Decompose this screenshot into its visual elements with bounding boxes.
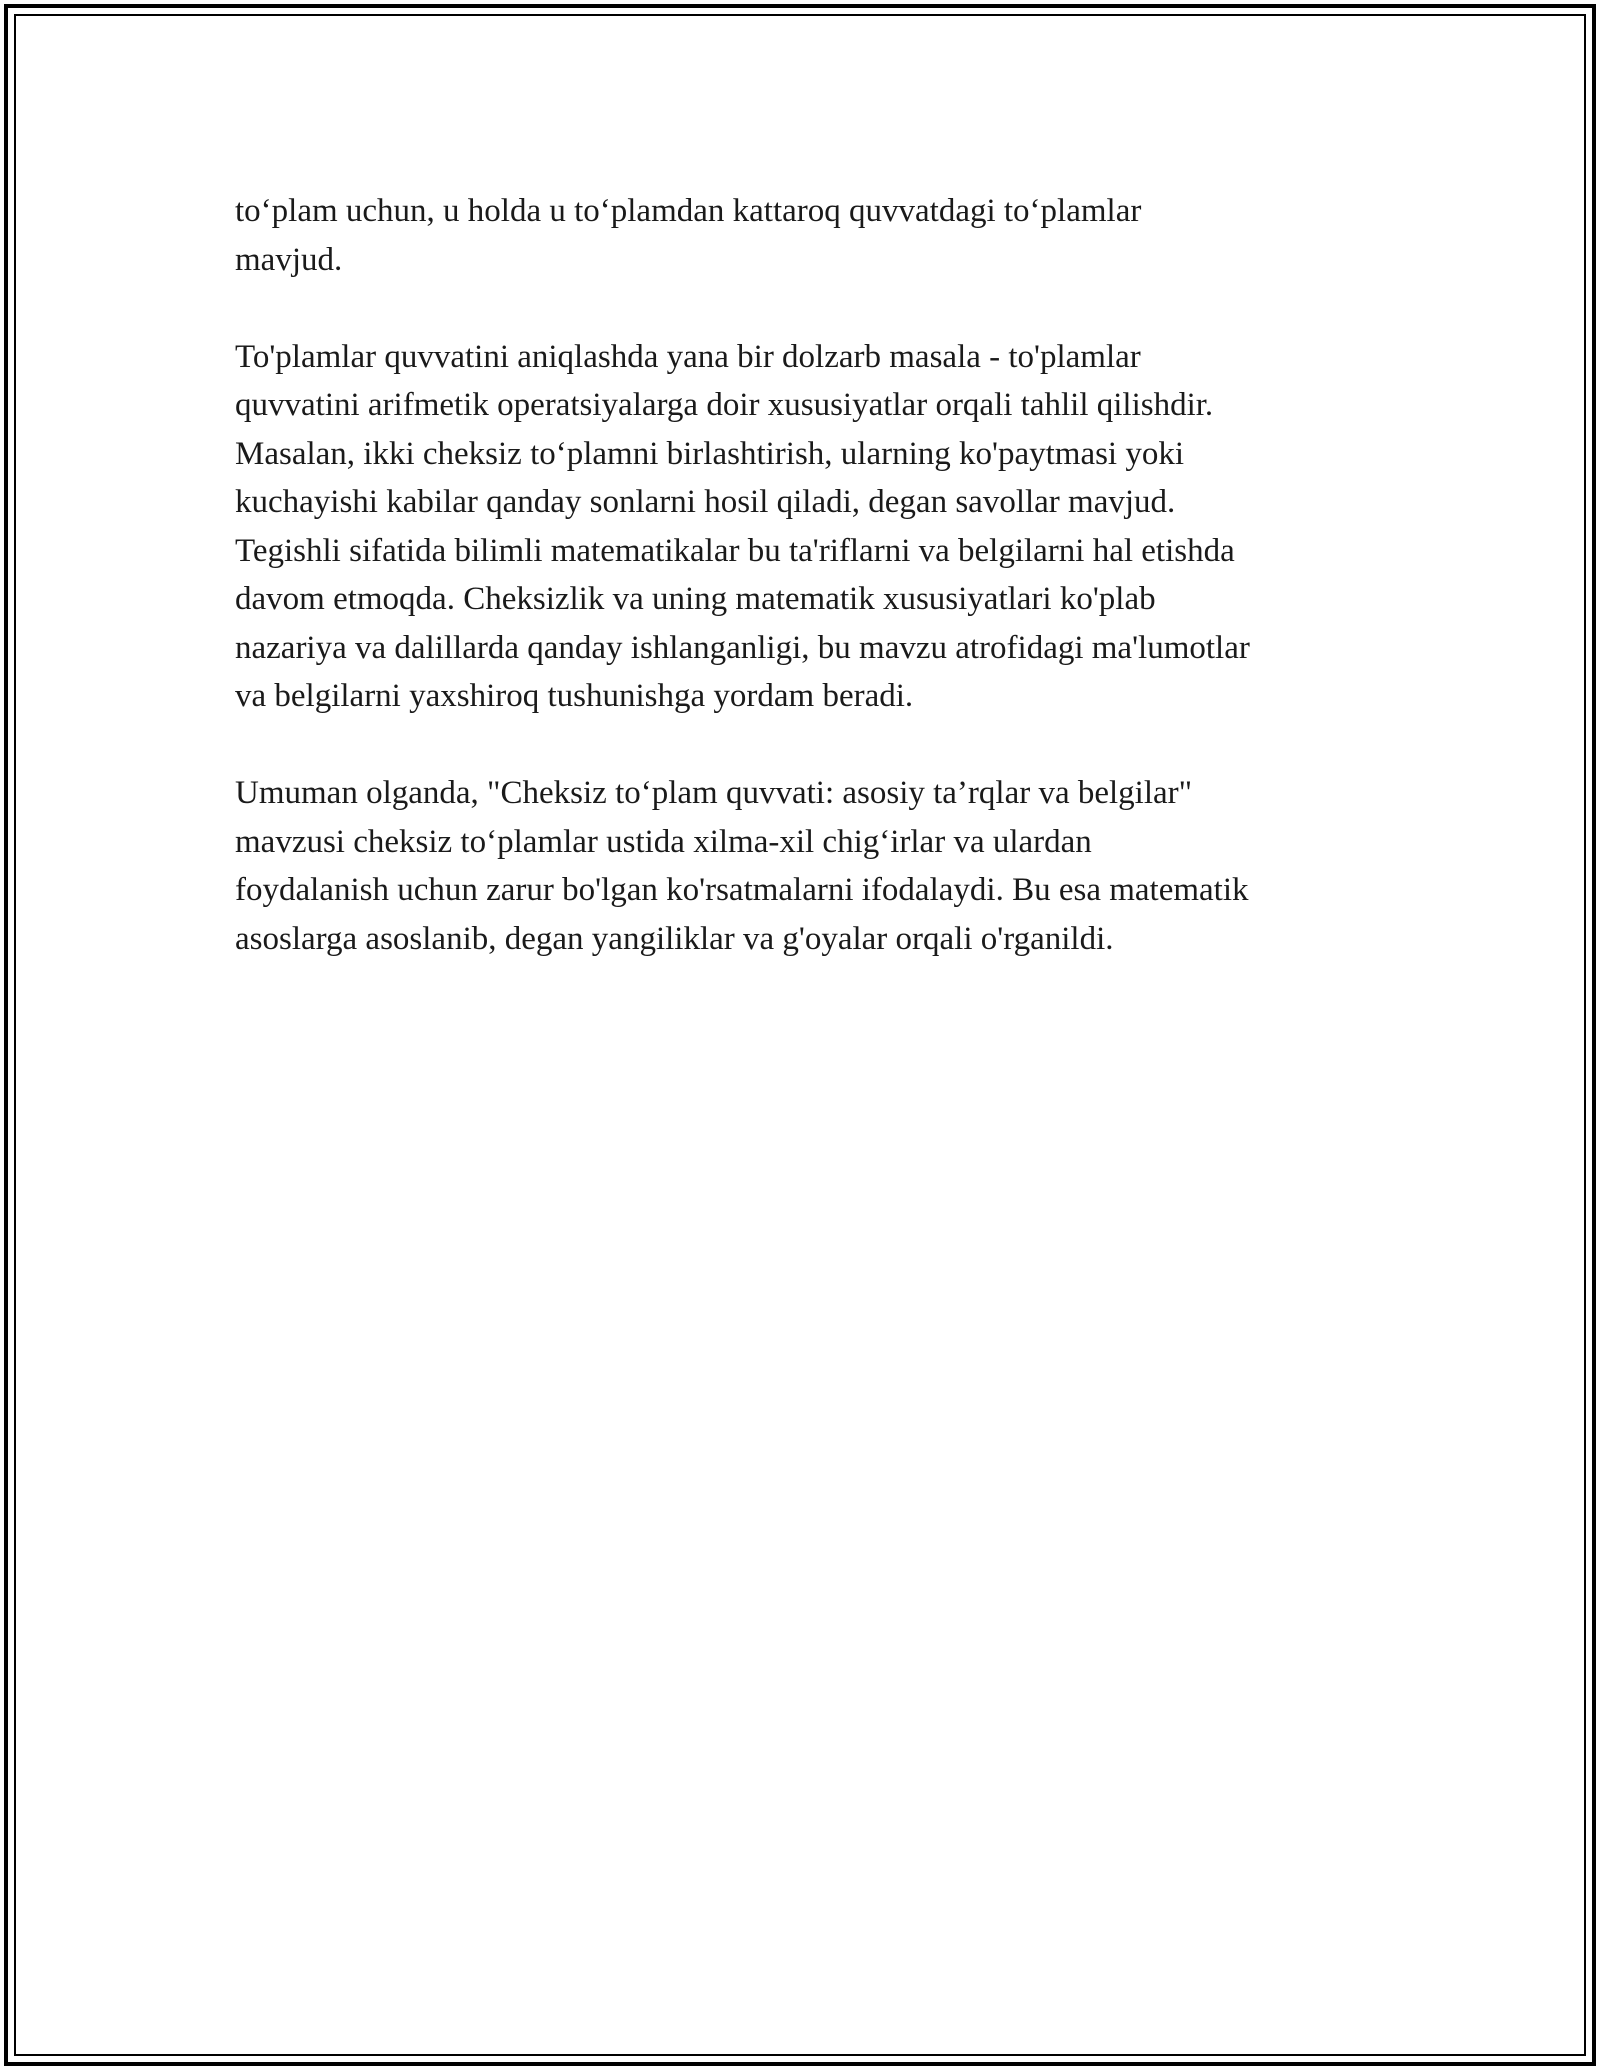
text-line: mavzusi cheksiz to‘plamlar ustida xilma-xil chig‘irlar va ulardan [235, 823, 1092, 860]
paragraph-1 [235, 187, 1375, 284]
text-line: asoslarga asoslanib, degan yangiliklar va g'oyalar orqali o'rganildi. [235, 920, 1114, 957]
text-line: Masalan, ikki cheksiz to‘plamni birlashtirish, ularning ko'paytmasi yoki [235, 435, 1185, 472]
paragraph-3 [235, 769, 1375, 963]
text-line: to‘plam uchun, u holda u to‘plamdan kattaroq quvvatdagi to‘plamlar [235, 193, 1142, 229]
document-body [235, 187, 1375, 1012]
text-line: mavjud. [235, 241, 343, 278]
text-line: davom etmoqda. Cheksizlik va uning matematik xususiyatlari ko'plab [235, 581, 1156, 617]
text-line: Umuman olganda, "Cheksiz to‘plam quvvati: asosiy ta’rqlar va belgilar" [235, 775, 1193, 811]
text-line: foydalanish uchun zarur bo'lgan ko'rsatmalarni ifodalaydi. Bu esa matematik [235, 872, 1249, 908]
text-line: quvvatini arifmetik operatsiyalarga doir xususiyatlar orqali tahlil qilishdir. [235, 387, 1214, 423]
paragraph-2 [235, 333, 1375, 721]
text-line: kuchayishi kabilar qanday sonlarni hosil qiladi, degan savollar mavjud. [235, 484, 1176, 520]
text-line: To'plamlar quvvatini aniqlashda yana bir dolzarb masala - to'plamlar [235, 338, 1141, 375]
text-line: va belgilarni yaxshiroq tushunishga yordam beradi. [235, 678, 914, 714]
text-line: Tegishli sifatida bilimli matematikalar bu ta'riflarni va belgilarni hal etishda [235, 532, 1235, 569]
text-line: nazariya va dalillarda qanday ishlanganligi, bu mavzu atrofidagi ma'lumotlar [235, 629, 1250, 666]
